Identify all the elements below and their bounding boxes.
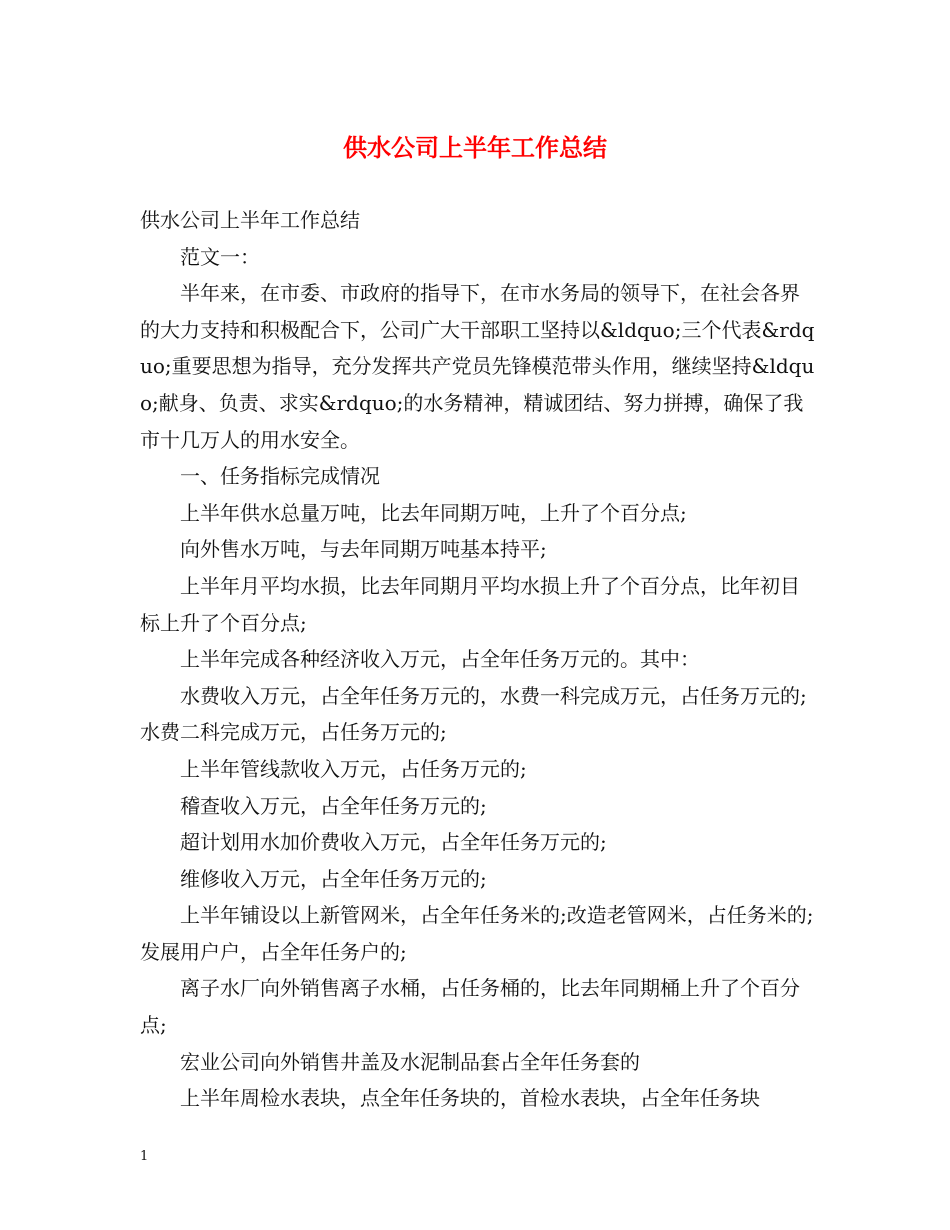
paragraph-pipe-network: 上半年铺设以上新管网米，占全年任务米的;改造老管网米，占任务米的;发展用户户，占全年任务户的; — [140, 903, 814, 964]
paragraph-water-meter-inspection: 上半年周检水表块，点全年任务块的，首检水表块，占全年任务块 — [180, 1086, 760, 1111]
paragraph-sample-label: 范文一： — [180, 244, 260, 269]
paragraph-hongye-company: 宏业公司向外销售井盖及水泥制品套占全年任务套的 — [180, 1049, 640, 1074]
paragraph-water-fee-income: 水费收入万元，占全年任务万元的，水费一科完成万元，占任务万元的;水费二科完成万元，占任务万元的; — [140, 683, 807, 745]
paragraph-water-loss: 上半年月平均水损，比去年同期月平均水损上升了个百分点，比年初目标上升了个百分点; — [140, 573, 800, 635]
paragraph-economic-income: 上半年完成各种经济收入万元，占全年任务万元的。其中： — [180, 647, 700, 672]
paragraph-pipeline-income: 上半年管线款收入万元，占任务万元的; — [180, 756, 527, 781]
paragraph-inspection-income: 稽查收入万元，占全年任务万元的; — [180, 793, 487, 818]
paragraph-surcharge-income: 超计划用水加价费收入万元，占全年任务万元的; — [180, 830, 607, 855]
document-body — [140, 202, 815, 1117]
section-heading-task-indicators: 一、任务指标完成情况 — [180, 464, 380, 489]
paragraph-water-supply-total: 上半年供水总量万吨，比去年同期万吨，上升了个百分点; — [180, 500, 687, 525]
document-title: 供水公司上半年工作总结 — [343, 133, 607, 162]
paragraph-external-sales: 向外售水万吨，与去年同期万吨基本持平; — [180, 537, 547, 562]
page-number: 1 — [140, 1149, 149, 1164]
paragraph-heading-repeat: 供水公司上半年工作总结 — [140, 208, 360, 232]
paragraph-intro: 半年来，在市委、市政府的指导下，在市水务局的领导下，在社会各界的大力支持和积极配合下，公司广大干部职工坚持以&ldquo;三个代表&rdquo;重要思想为指导，充分发挥共产党员先锋模范带头作用，继续坚持&ldquo;献身、负责、求实&rdquo;的水务精神，精诚团结、努力拼搏，确保了我市十几万人的用水安全。 — [140, 281, 815, 452]
paragraph-maintenance-income: 维修收入万元，占全年任务万元的; — [180, 866, 487, 891]
paragraph-ion-water-plant: 离子水厂向外销售离子水桶，占任务桶的，比去年同期桶上升了个百分点; — [140, 976, 800, 1038]
